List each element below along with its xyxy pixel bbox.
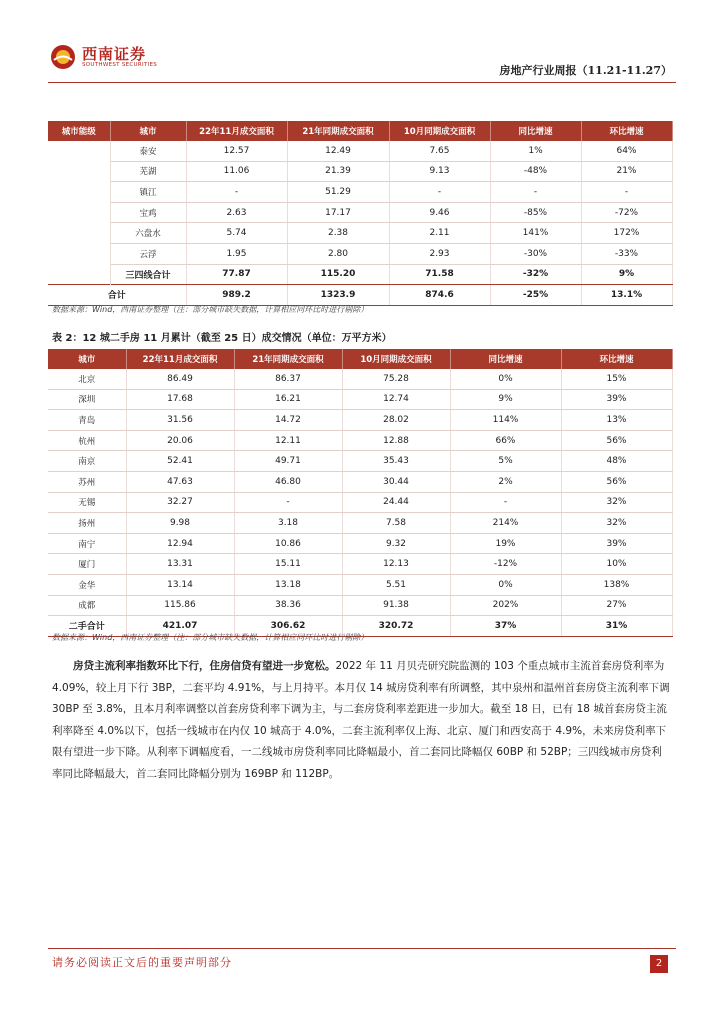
- cell: 21%: [581, 161, 672, 182]
- city-cell: 南宁: [48, 533, 126, 554]
- table-row: [48, 595, 672, 616]
- cell: 874.6: [389, 285, 490, 306]
- logo-english-name: SOUTHWEST SECURITIES: [82, 62, 158, 68]
- cell: 24.44: [342, 492, 450, 513]
- logo-emblem-icon: [50, 44, 76, 70]
- table-row: [48, 451, 672, 472]
- analysis-paragraph: [52, 656, 672, 785]
- cell: 9.46: [389, 202, 490, 223]
- cell: 56%: [561, 471, 672, 492]
- cell: 12.11: [234, 430, 342, 451]
- city-cell: 芜湖: [110, 161, 186, 182]
- disclaimer-note: 请务必阅读正文后的重要声明部分: [52, 956, 232, 969]
- cell: 9.13: [389, 161, 490, 182]
- table-row: [48, 554, 672, 575]
- total-row: [48, 285, 672, 306]
- table-row: [48, 410, 672, 431]
- cell: -: [581, 182, 672, 203]
- city-cell: 青岛: [48, 410, 126, 431]
- col-header: 22年11月成交面积: [126, 349, 234, 369]
- cell: -85%: [490, 202, 581, 223]
- company-logo: [50, 44, 157, 70]
- table-row: [48, 141, 672, 161]
- total-label: 合计: [48, 285, 186, 306]
- cell: 2%: [450, 471, 561, 492]
- cell: 32.27: [126, 492, 234, 513]
- cell: 47.63: [126, 471, 234, 492]
- col-header: 21年同期成交面积: [287, 121, 389, 141]
- city-cell: 无锡: [48, 492, 126, 513]
- cell: -33%: [581, 243, 672, 264]
- col-header: 城市: [110, 121, 186, 141]
- cell: 19%: [450, 533, 561, 554]
- cell: 114%: [450, 410, 561, 431]
- col-header: 同比增速: [450, 349, 561, 369]
- cell: 86.49: [126, 369, 234, 389]
- col-header: 环比增速: [581, 121, 672, 141]
- cell: 86.37: [234, 369, 342, 389]
- tier-cell: [48, 141, 110, 285]
- paragraph-lead: 房贷主流利率指数环比下行，住房信贷有望进一步宽松。: [73, 660, 336, 672]
- cell: 13%: [561, 410, 672, 431]
- cell: 115.86: [126, 595, 234, 616]
- cell: 12.88: [342, 430, 450, 451]
- cell: 27%: [561, 595, 672, 616]
- cell: -: [450, 492, 561, 513]
- cell: 32%: [561, 492, 672, 513]
- city-cell: 六盘水: [110, 223, 186, 244]
- cell: 48%: [561, 451, 672, 472]
- cell: 0%: [450, 574, 561, 595]
- footer-divider: [48, 948, 676, 949]
- logo-chinese-name: 西南证券: [82, 45, 147, 63]
- total-label: 二手合计: [48, 616, 126, 637]
- col-header: 21年同期成交面积: [234, 349, 342, 369]
- cell: 2.38: [287, 223, 389, 244]
- cell: 46.80: [234, 471, 342, 492]
- city-cell: 泰安: [110, 141, 186, 161]
- table-row: [48, 202, 672, 223]
- table-row: [48, 161, 672, 182]
- table-header-row: [48, 121, 672, 141]
- cell: 39%: [561, 389, 672, 410]
- cell: -: [234, 492, 342, 513]
- col-header: 环比增速: [561, 349, 672, 369]
- table-new-homes-tier3-4: [48, 121, 673, 306]
- table-row: [48, 223, 672, 244]
- table-second-hand-homes: [48, 349, 673, 637]
- cell: 52.41: [126, 451, 234, 472]
- cell: 7.65: [389, 141, 490, 161]
- cell: 64%: [581, 141, 672, 161]
- table-row: [48, 182, 672, 203]
- cell: 15%: [561, 369, 672, 389]
- cell: 214%: [450, 513, 561, 534]
- city-cell: 金华: [48, 574, 126, 595]
- city-cell: 成都: [48, 595, 126, 616]
- cell: -30%: [490, 243, 581, 264]
- cell: -48%: [490, 161, 581, 182]
- cell: 9%: [450, 389, 561, 410]
- table-row: [48, 533, 672, 554]
- cell: 10.86: [234, 533, 342, 554]
- subtotal-label: 三四线合计: [110, 264, 186, 285]
- cell: 172%: [581, 223, 672, 244]
- cell: 21.39: [287, 161, 389, 182]
- cell: 9.32: [342, 533, 450, 554]
- cell: -: [490, 182, 581, 203]
- col-header: 10月同期成交面积: [389, 121, 490, 141]
- cell: 3.18: [234, 513, 342, 534]
- col-header: 城市: [48, 349, 126, 369]
- table-row: [48, 513, 672, 534]
- cell: 9.98: [126, 513, 234, 534]
- table-row: [48, 492, 672, 513]
- cell: 2.11: [389, 223, 490, 244]
- subtotal-row: [48, 264, 672, 285]
- cell: 0%: [450, 369, 561, 389]
- cell: 71.58: [389, 264, 490, 285]
- cell: 12.49: [287, 141, 389, 161]
- table2-source: 数据来源：Wind，西南证券整理（注：部分城市缺失数据，计算相应同环比时进行剔除）: [52, 633, 369, 642]
- city-cell: 镇江: [110, 182, 186, 203]
- cell: 91.38: [342, 595, 450, 616]
- cell: -12%: [450, 554, 561, 575]
- table2-caption: 表 2：12 城二手房 11 月累计（截至 25 日）成交情况（单位：万平方米）: [52, 333, 392, 344]
- cell: 2.63: [186, 202, 287, 223]
- cell: 13.1%: [581, 285, 672, 306]
- cell: 14.72: [234, 410, 342, 431]
- cell: 38.36: [234, 595, 342, 616]
- cell: 2.80: [287, 243, 389, 264]
- table-row: [48, 243, 672, 264]
- cell: 30.44: [342, 471, 450, 492]
- paragraph-body: 2022 年 11 月贝壳研究院监测的 103 个重点城市主流首套房贷利率为 4.09%，较上月下行 3BP，二套平均 4.91%，与上月持平。本月仅 14 城房贷利率有所调整，其中泉州和温州首套房贷主流利率下调 30BP 至 3.8%，且本月利率调整以首套房贷利率下调为主，与二套房贷利率差距进一步加大。截至 18 日，已有 18 城首套房贷主流利率降至 4.0%以下，包括一线城市在内仅 10 城高于 4.0%，二套主流利率仅上海、北京、厦门和西安高于 4.9%，未来房贷利率下限有望进一步下降。从利率下调幅度看，一二线城市房贷利率同比降幅最小，首二套同比降幅仅 60BP 和 52BP；三四线城市房贷利率同比降幅最大，首二套同比降幅分别为 169BP 和 112BP。: [52, 660, 670, 780]
- cell: 51.29: [287, 182, 389, 203]
- cell: 31%: [561, 616, 672, 637]
- cell: 1%: [490, 141, 581, 161]
- cell: -72%: [581, 202, 672, 223]
- cell: 49.71: [234, 451, 342, 472]
- table-row: [48, 369, 672, 389]
- cell: 1.95: [186, 243, 287, 264]
- cell: 77.87: [186, 264, 287, 285]
- table-row: [48, 574, 672, 595]
- cell: 12.57: [186, 141, 287, 161]
- city-cell: 深圳: [48, 389, 126, 410]
- cell: 17.68: [126, 389, 234, 410]
- cell: 56%: [561, 430, 672, 451]
- report-title: 房地产行业周报（11.21-11.27）: [499, 64, 672, 77]
- cell: 20.06: [126, 430, 234, 451]
- cell: 989.2: [186, 285, 287, 306]
- cell: -: [186, 182, 287, 203]
- col-header: 同比增速: [490, 121, 581, 141]
- cell: 138%: [561, 574, 672, 595]
- col-header: 22年11月成交面积: [186, 121, 287, 141]
- cell: 5.74: [186, 223, 287, 244]
- cell: -32%: [490, 264, 581, 285]
- cell: 1323.9: [287, 285, 389, 306]
- cell: 35.43: [342, 451, 450, 472]
- cell: 2.93: [389, 243, 490, 264]
- cell: 39%: [561, 533, 672, 554]
- cell: 13.18: [234, 574, 342, 595]
- cell: 12.94: [126, 533, 234, 554]
- city-cell: 扬州: [48, 513, 126, 534]
- cell: 115.20: [287, 264, 389, 285]
- city-cell: 杭州: [48, 430, 126, 451]
- cell: 141%: [490, 223, 581, 244]
- cell: 202%: [450, 595, 561, 616]
- table1-source: 数据来源：Wind，西南证券整理（注：部分城市缺失数据，计算相应同环比时进行剔除）: [52, 305, 369, 314]
- city-cell: 苏州: [48, 471, 126, 492]
- col-header: 10月同期成交面积: [342, 349, 450, 369]
- col-header: 城市能级: [48, 121, 110, 141]
- city-cell: 北京: [48, 369, 126, 389]
- cell: 17.17: [287, 202, 389, 223]
- cell: 15.11: [234, 554, 342, 575]
- cell: 421.07: [126, 616, 234, 637]
- page-number: 2: [650, 955, 668, 973]
- cell: 66%: [450, 430, 561, 451]
- cell: 320.72: [342, 616, 450, 637]
- table-row: [48, 389, 672, 410]
- cell: 11.06: [186, 161, 287, 182]
- cell: 10%: [561, 554, 672, 575]
- table-row: [48, 430, 672, 451]
- cell: 75.28: [342, 369, 450, 389]
- table-row: [48, 471, 672, 492]
- cell: 32%: [561, 513, 672, 534]
- cell: 31.56: [126, 410, 234, 431]
- cell: 28.02: [342, 410, 450, 431]
- cell: 9%: [581, 264, 672, 285]
- cell: 16.21: [234, 389, 342, 410]
- cell: 7.58: [342, 513, 450, 534]
- cell: 306.62: [234, 616, 342, 637]
- cell: 13.31: [126, 554, 234, 575]
- city-cell: 南京: [48, 451, 126, 472]
- cell: -25%: [490, 285, 581, 306]
- city-cell: 厦门: [48, 554, 126, 575]
- cell: 5%: [450, 451, 561, 472]
- cell: 37%: [450, 616, 561, 637]
- cell: 13.14: [126, 574, 234, 595]
- cell: -: [389, 182, 490, 203]
- city-cell: 云浮: [110, 243, 186, 264]
- cell: 12.74: [342, 389, 450, 410]
- cell: 5.51: [342, 574, 450, 595]
- header-divider: [48, 82, 676, 83]
- cell: 12.13: [342, 554, 450, 575]
- city-cell: 宝鸡: [110, 202, 186, 223]
- table-header-row: [48, 349, 672, 369]
